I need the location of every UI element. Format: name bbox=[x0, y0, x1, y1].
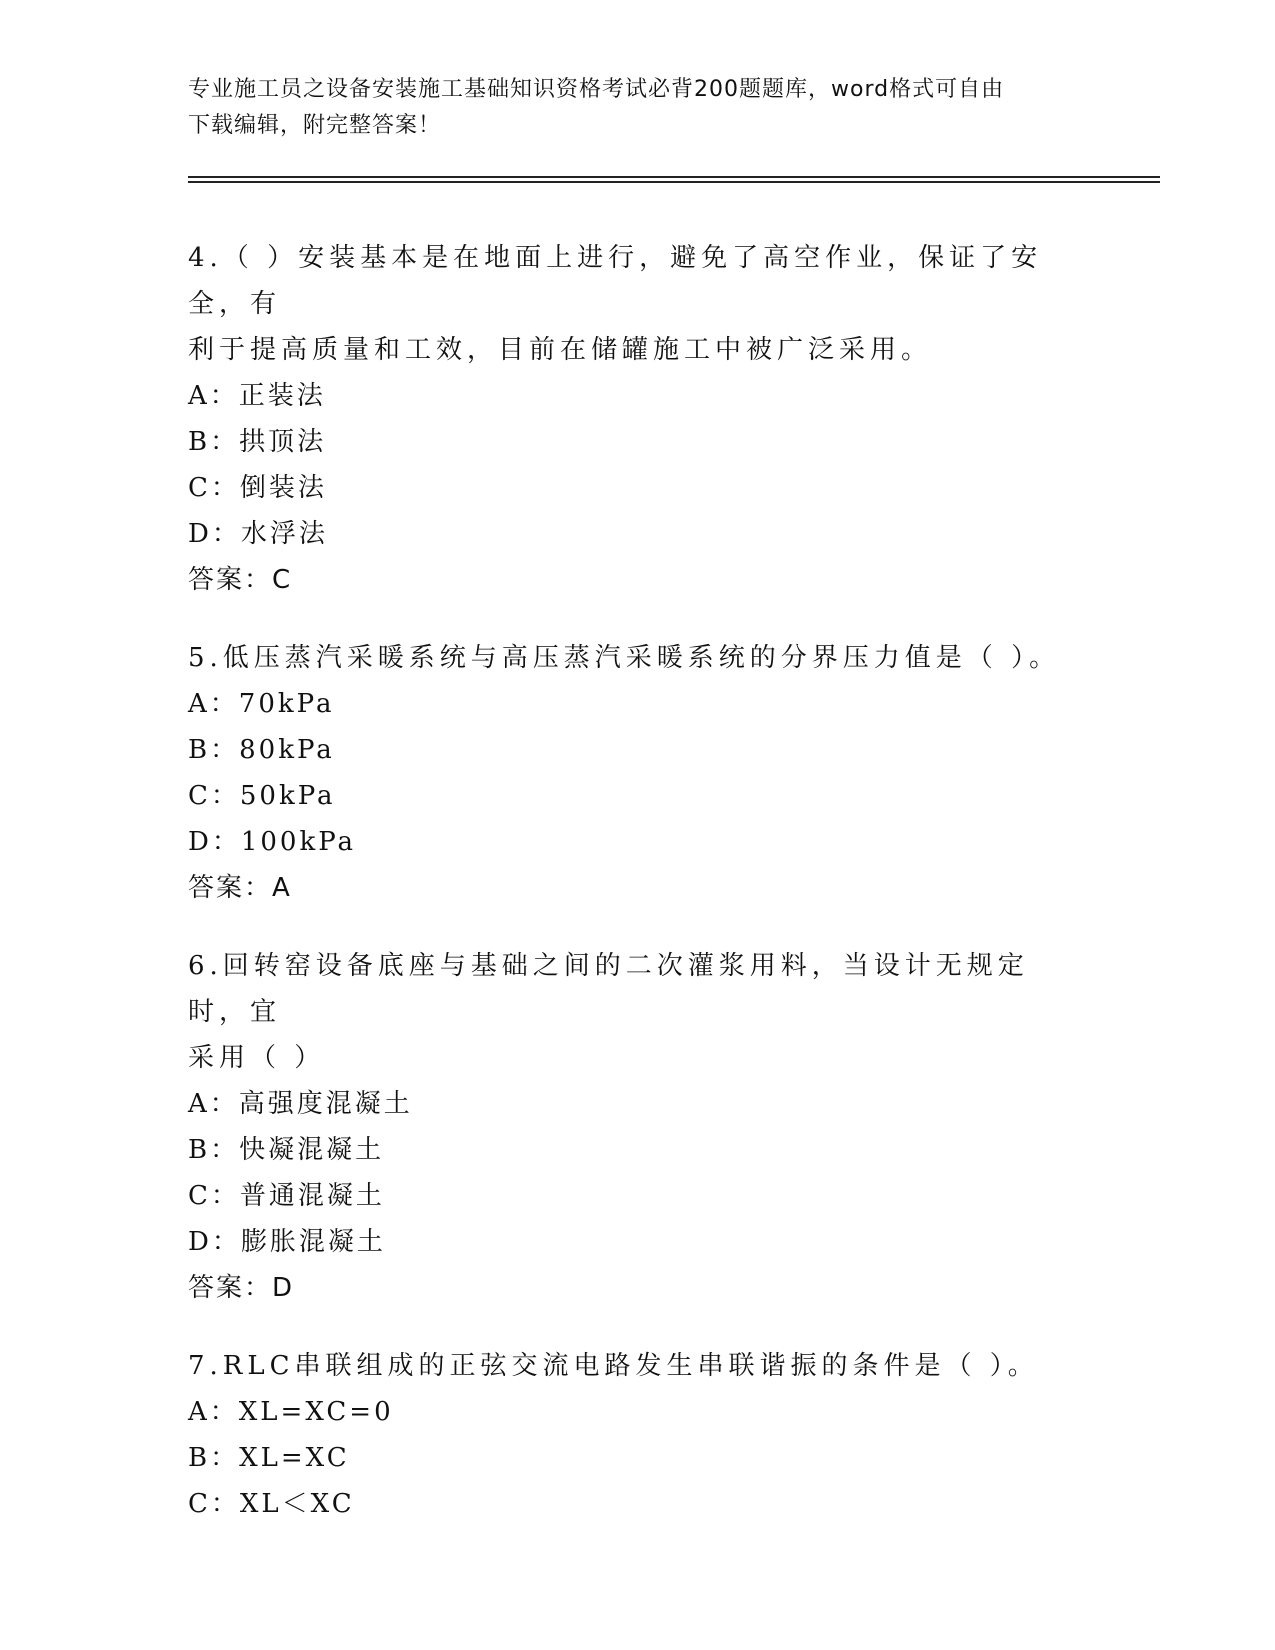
option-d: D：100kPa bbox=[188, 827, 357, 857]
option-b: B：80kPa bbox=[188, 735, 335, 765]
header-divider-top bbox=[188, 176, 1160, 178]
header-line-2: 下载编辑，附完整答案！ bbox=[188, 113, 442, 138]
option-c: C：50kPa bbox=[188, 781, 336, 811]
option-c: C：普通混凝土 bbox=[188, 1181, 385, 1211]
question-stem-line-2: 采用（ ） bbox=[188, 1043, 326, 1073]
question-stem-line-1: 7.RLC串联组成的正弦交流电路发生串联谐振的条件是（ ）。 bbox=[188, 1351, 1039, 1381]
option-b: B：快凝混凝土 bbox=[188, 1135, 385, 1165]
option-a: A：正装法 bbox=[188, 381, 326, 411]
question-stem-line-2: 利于提高质量和工效，目前在储罐施工中被广泛采用。 bbox=[188, 335, 933, 365]
answer-label: 答案：D bbox=[188, 1273, 295, 1303]
question-stem-line-1: 5.低压蒸汽采暖系统与高压蒸汽采暖系统的分界压力值是（ ）。 bbox=[188, 643, 1061, 673]
document-header bbox=[188, 72, 1088, 144]
option-b: B：拱顶法 bbox=[188, 427, 327, 457]
question-6 bbox=[188, 943, 1088, 1311]
question-4 bbox=[188, 235, 1088, 603]
option-b: B：XL=XC bbox=[188, 1443, 350, 1473]
question-5 bbox=[188, 635, 1088, 911]
option-a: A：70kPa bbox=[188, 689, 335, 719]
option-c: C：XL＜XC bbox=[188, 1489, 355, 1519]
option-d: D：水浮法 bbox=[188, 519, 328, 549]
question-stem-line-1: 4.（ ）安装基本是在地面上进行，避免了高空作业，保证了安全，有 bbox=[188, 243, 1043, 319]
header-line-1: 专业施工员之设备安装施工基础知识资格考试必背200题题库，word格式可自由 bbox=[188, 77, 1005, 102]
option-a: A：高强度混凝土 bbox=[188, 1089, 413, 1119]
question-7 bbox=[188, 1343, 1088, 1527]
header-divider-bottom bbox=[188, 181, 1160, 183]
question-stem-line-1: 6.回转窑设备底座与基础之间的二次灌浆用料，当设计无规定时，宜 bbox=[188, 951, 1029, 1027]
option-c: C：倒装法 bbox=[188, 473, 327, 503]
answer-label: 答案：C bbox=[188, 565, 293, 595]
answer-label: 答案：A bbox=[188, 873, 292, 903]
question-list bbox=[188, 235, 1088, 1559]
option-a: A：XL=XC=0 bbox=[188, 1397, 394, 1427]
option-d: D：膨胀混凝土 bbox=[188, 1227, 386, 1257]
